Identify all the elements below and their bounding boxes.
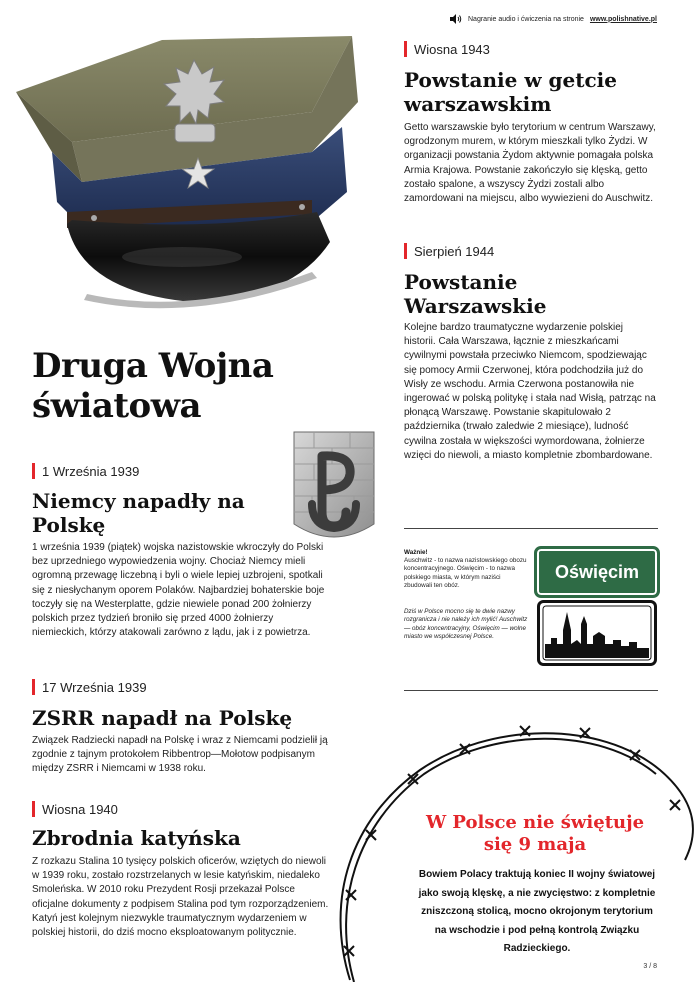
polska-walczaca-badge-image [290, 428, 378, 546]
military-cap-image [12, 32, 364, 328]
divider-bottom [404, 690, 658, 691]
date-tag-2: 17 Września 1939 [32, 679, 147, 695]
audio-notice [450, 14, 657, 24]
date-tag-3: Wiosna 1940 [32, 801, 118, 817]
note-italic-text: Dziś w Polsce mocno się te dwie nazwy rozgranicza i nie należy ich mylić! Auschwitz — obóz koncentracyjny, Oświęcim — wolne miasto we współczesnej Polsce. [404, 608, 528, 640]
section-title-1: Niemcy napadły na Polskę [32, 489, 245, 537]
page-number: 3 / 8 [643, 963, 657, 970]
section-title-3: Zbrodnia katyńska [32, 826, 241, 850]
section-title-2: ZSRR napadł na Polskę [32, 706, 293, 730]
section-text-5: Kolejne bardzo traumatyczne wydarzenie polskiej historii. Cała Warszawa, łącznie z mieszkańcami cywilnymi powstała przeciwko Niemcom, spodziewając się pomocy Armii Czerwonej, która podchodziła już do Wisły ze wschodu. Armia Czerwona postanowiła nie ingerować w polską politykę i stała nad Wisłą, patrząc na płonącą Warszawę. Powstanie skapitulowało 2 października (trwało zaledwie 2 miesiące), ludność cywilna została w większości wymordowana, żołnierze wzięci do niewoli, a miasto kompletnie zbombardowane. [404, 322, 656, 461]
section-title-4: Powstanie w getcie warszawskim [404, 68, 617, 116]
town-silhouette-sign [537, 600, 657, 666]
date-tag-1: 1 Września 1939 [32, 463, 139, 479]
page-title: Druga Wojna światowa [32, 346, 274, 426]
site-link[interactable]: www.polishnative.pl [589, 15, 657, 23]
note-title: Ważnie! [404, 549, 428, 556]
divider-top [404, 528, 658, 529]
quote-title: W Polsce nie świętuje się 9 maja [425, 812, 645, 855]
section-text-2: Związek Radziecki napadł na Polskę i wraz z Niemcami podzielił ją zgodnie z tajnym protokołem Ribbentrop—Mołotow podpisanym między ZSRR i Niemcami w 1938 roku. [32, 735, 328, 775]
date-tag-5: Sierpień 1944 [404, 243, 494, 259]
section-title-5: Powstanie Warszawskie [404, 270, 547, 318]
speaker-icon [450, 14, 462, 24]
date-tag-4: Wiosna 1943 [404, 41, 490, 57]
note-text: Auschwitz - to nazwa nazistowskiego obozu koncentracyjnego. Oświęcim - to nazwa polskiego miasta, w którym naziści zbudowali ten obóz. [404, 557, 527, 589]
quote-text: Bowiem Polacy traktują koniec II wojny światowej jako swoją klęskę, a nie zwycięstwo: z kompletnie zniszczoną stolicą, mocno okrojonym terytorium na wschodzie i pod pełną kontrolą Związku Radzieckiego. [418, 869, 656, 954]
section-text-3: Z rozkazu Stalina 10 tysięcy polskich oficerów, wziętych do niewoli w 1939 roku, zostało rozstrzelanych w lesie katyńskim, niedaleko Smoleńska. W 2010 roku Prezydent Rosji przekazał Polsce oficjalne dokumenty z podpisem Stalina pod tym rozporządzeniem. Katyń jest kolejnym niezwykle traumatycznym wydarzeniem w polskiej historii, do dziś mocno eksploatowanym politycznie. [32, 856, 329, 939]
audio-text: Nagranie audio i ćwiczenia na stronie [468, 15, 584, 23]
section-text-1: 1 września 1939 (piątek) wojska nazistowskie wkroczyły do Polski bez uprzedniego wypowiedzenia wojny. Chociaż Niemcy mieli ogromną przewagę liczebną i byli o wiele lepiej uzbrojeni, spotkali się z niesłychanym oporem Polaków. Najbardziej bohaterskie boje toczyły się na Westerplatte, gdzie niewiele ponad 200 żołnierzy polskich przez tydzień broniło się przed 4000 żołnierzy niemieckich, którzy atakowali zarówno z lądu, jak i z powietrza. [32, 542, 325, 639]
oswiecim-road-sign: Oświęcim [537, 549, 657, 595]
section-text-4: Getto warszawskie było terytorium w centrum Warszawy, ogrodzonym murem, w którym mieszkali tylko Żydzi. W organizacji powstania Żydom aktywnie pomagała polska Armia Krajowa. Powstanie zakończyło się klęską, getto zostało spalone, a wszyscy Żydzi zostali albo zamordowani na miejscu, albo wywiezieni do Auschwitz. [404, 122, 656, 205]
